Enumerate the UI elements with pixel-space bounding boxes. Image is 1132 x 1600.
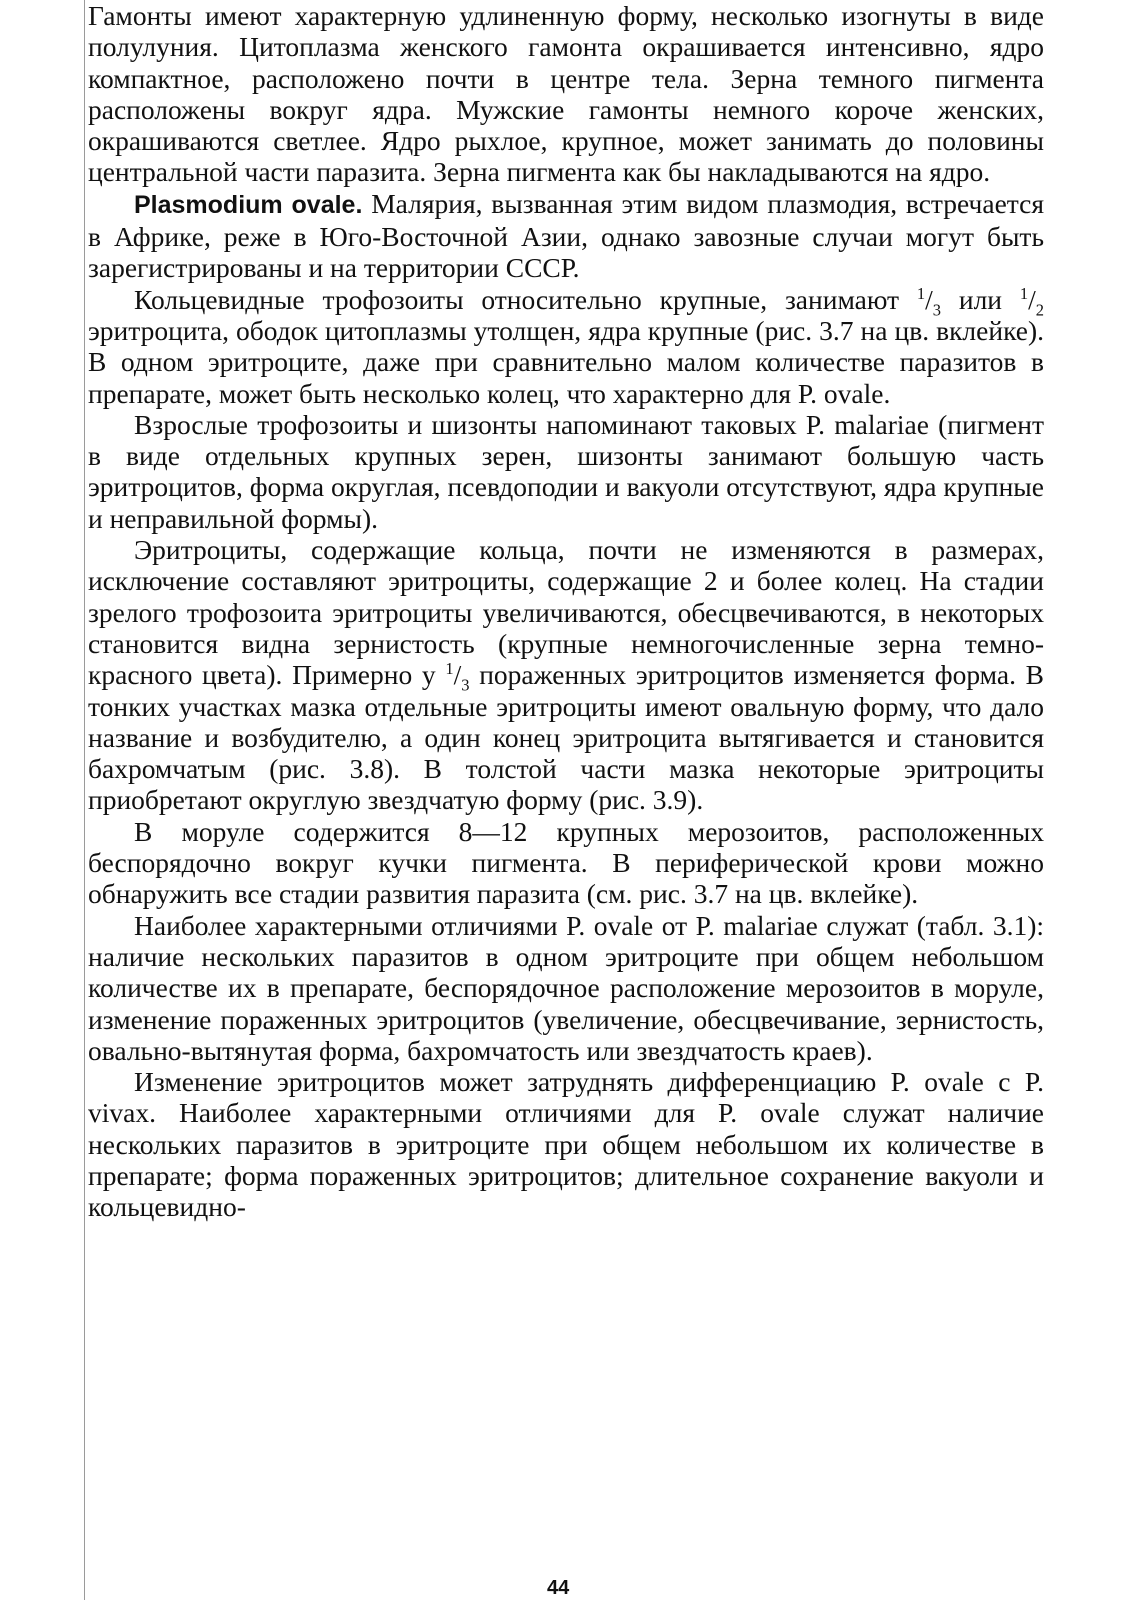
species-heading: Plasmodium ovale.: [134, 190, 363, 219]
page-number: 44: [547, 1577, 570, 1599]
paragraph-text: или: [941, 283, 1020, 315]
paragraph-p-ovale-intro: [88, 188, 1044, 284]
page-border-line: [84, 0, 85, 1600]
paragraph-erythrocytes: [88, 534, 1044, 816]
paragraph-text: пораженных эритроцитов изменяется форма. В тонких участках мазка отдельные эритроциты имеют овальную форму, что дало название и возбудителю, а один конец эритроцита вытягивается и становится бахромчатым (рис. 3.8). В толстой части мазка некоторые эритроциты приобретают округлую звездчатую форму (рис. 3.9).: [88, 659, 1044, 816]
paragraph-differences-vivax: Изменение эритроцитов может затруднять дифференциацию P. ovale с P. vivax. Наиболее характерными отличиями для P. ovale служат наличие нескольких паразитов в эритроците при общем небольшом их количестве в препарате; форма пораженных эритроцитов; длительное сохранение вакуоли и кольцевидно-: [88, 1066, 1044, 1223]
paragraph-text: Малярия, вызванная этим видом плазмодия, встречается в Африке, реже в Юго-Восточной Азии, однако завозные случаи могут быть зарегистрированы и на территории СССР.: [88, 187, 1045, 284]
paragraph-text: Кольцевидные трофозоиты относительно крупные, занимают: [134, 283, 900, 315]
fraction-one-third: $^1/_3$: [916, 283, 942, 320]
paragraph-text: Эритроциты, содержащие кольца, почти не изменяются в размерах, исключение составляют эритроциты, содержащие 2 и более колец. На стадии зрелого трофозоита эритроциты увеличиваются, обесцвечиваются, в некоторых становится видна зернистость (крупные немногочисленные зерна темно-красного цвета). Примерно у: [88, 534, 1044, 691]
fraction-one-half: $^1/_2$: [1019, 283, 1044, 320]
paragraph-text: эритроцита, ободок цитоплазмы утолщен, ядра крупные (рис. 3.7 на цв. вклейке). В одном эритроците, даже при сравнительно малом количестве паразитов в препарате, может быть несколько колец, что характерно для P. ovale.: [88, 314, 1044, 409]
paragraph-differences-malariae: Наиболее характерными отличиями P. ovale от P. malariae служат (табл. 3.1): наличие нескольких паразитов в одном эритроците при общем небольшом количестве их в препарате, беспорядочное расположение мерозоитов в моруле, изменение пораженных эритроцитов (увеличение, обесцвечивание, зернистость, овально-вытянутая форма, бахромчатость или звездчатость краев).: [88, 909, 1044, 1066]
paragraph-gamonts: Гамонты имеют характерную удлиненную форму, несколько изогнуты в виде полулуния. Цитоплазма женского гамонта окрашивается интенсивно, ядро компактное, расположено почти в центре тела. Зерна темного пигмента расположены вокруг ядра. Мужские гамонты немного короче женских, окрашиваются светлее. Ядро рыхлое, крупное, может занимать до половины центральной части паразита. Зерна пигмента как бы накладываются на ядро.: [88, 0, 1044, 188]
paragraph-ring-trophozoites: [88, 284, 1044, 409]
body-text: [88, 0, 1044, 1223]
paragraph-morula: В моруле содержится 8—12 крупных мерозоитов, расположенных беспорядочно вокруг кучки пигмента. В периферической крови можно обнаружить все стадии развития паразита (см. рис. 3.7 на цв. вклейке).: [88, 815, 1044, 910]
paragraph-adult-trophozoites: Взрослые трофозоиты и шизонты напоминают таковых P. malariae (пигмент в виде отдельных крупных зерен, шизонты занимают большую часть эритроцитов, форма округлая, псевдоподии и вакуоли отсутствуют, ядра крупные и неправильной формы).: [88, 408, 1044, 534]
fraction-one-third: $^1/_3$: [445, 659, 470, 695]
